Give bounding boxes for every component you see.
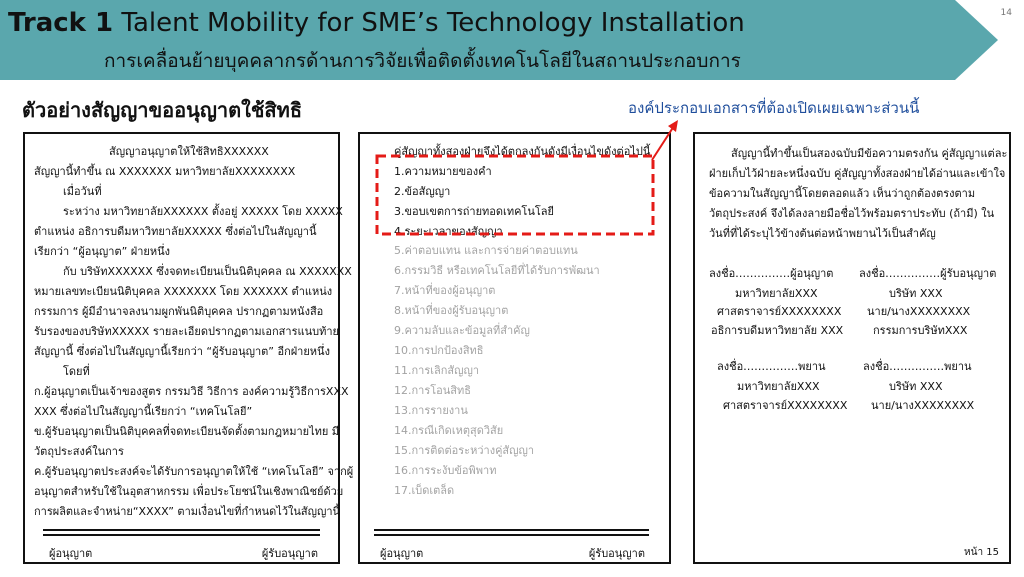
closing-line: ฝ่ายเก็บไว้ฝ่ายละหนึ่งฉบับ คู่สัญญาทั้งสองฝ่ายได้อ่านและเข้าใจ	[709, 167, 1006, 180]
contract-page-2	[358, 132, 671, 564]
signature-block-licensor: มหาวิทยาลัยXXX	[735, 287, 818, 300]
signature-block-licensor: ลงชื่อ……………ผู้อนุญาต	[709, 267, 834, 280]
contract-page-1	[23, 132, 354, 564]
contract-line: การผลิตและจำหน่าย“XXXX” ตามเงื่อนไขที่กำหนดไว้ในสัญญานี้	[34, 505, 341, 518]
clause-item: 8.หน้าที่ของผู้รับอนุญาต	[394, 304, 509, 317]
contract-line: สัญญานี้ ซึ่งต่อไปในสัญญานี้เรียกว่า “ผู้รับอนุญาต” อีกฝ่ายหนึ่ง	[34, 345, 330, 358]
clause-item: 2.ข้อสัญญา	[394, 185, 451, 198]
document-page-label: หน้า 15	[964, 547, 999, 558]
signature-label-licensor: ผู้อนุญาต	[380, 547, 424, 560]
contract-line: เรียกว่า “ผู้อนุญาต” ฝ่ายหนึ่ง	[34, 245, 170, 258]
witness-block-left: ศาสตราจารย์XXXXXXXX	[723, 399, 848, 412]
witness-block-right: นาย/นางXXXXXXXX	[871, 399, 975, 412]
witness-block-left: ลงชื่อ……………พยาน	[717, 360, 826, 373]
track-label: Track 1	[8, 8, 114, 38]
contract-page-3	[693, 132, 1011, 564]
signature-label-licensee: ผู้รับอนุญาต	[261, 547, 318, 560]
clause-item: 10.การปกป้องสิทธิ	[394, 344, 484, 357]
signature-block-licensee: กรรมการบริษัทXXX	[873, 324, 968, 337]
clause-item: 5.ค่าตอบแทน และการจ่ายค่าตอบแทน	[394, 244, 578, 257]
contract-line: กับ บริษัทXXXXXX ซึ่งจดทะเบียนเป็นนิติบุคคล ณ XXXXXXX	[63, 265, 352, 278]
contract-line: วัตถุประสงค์ในการ	[34, 445, 124, 458]
signature-block-licensee: ลงชื่อ……………ผู้รับอนุญาต	[859, 267, 997, 280]
clause-item: 15.การติดต่อระหว่างคู่สัญญา	[394, 444, 535, 457]
clause-item: 16.การระงับข้อพิพาท	[394, 464, 497, 477]
contract-line: XXX ซึ่งต่อไปในสัญญานี้เรียกว่า “เทคโนโลยี”	[34, 405, 253, 418]
witness-block-left: มหาวิทยาลัยXXX	[737, 380, 820, 393]
signature-block-licensor: อธิการบดีมหาวิทยาลัย XXX	[711, 324, 844, 337]
clause-item: 13.การรายงาน	[394, 404, 468, 417]
clause-item: 3.ขอบเขตการถ่ายทอดเทคโนโลยี	[394, 205, 554, 218]
witness-block-right: ลงชื่อ……………พยาน	[863, 360, 972, 373]
witness-block-right: บริษัท XXX	[889, 380, 943, 393]
contract-line: กรรมการ ผู้มีอำนาจลงนามผูกพันนิติบุคคล ปรากฏตามหนังสือ	[34, 305, 324, 318]
signature-block-licensee: นาย/นางXXXXXXXX	[867, 305, 971, 318]
track-title	[8, 8, 745, 38]
contract-line: ข.ผู้รับอนุญาตเป็นนิติบุคคลที่จดทะเบียนจัดตั้งตามกฎหมายไทย มี	[34, 425, 340, 438]
signature-label-licensee: ผู้รับอนุญาต	[588, 547, 645, 560]
signature-rule	[374, 534, 649, 536]
clause-item: 14.กรณีเกิดเหตุสุดวิสัย	[394, 424, 504, 437]
contract-line: อนุญาตสำหรับใช้ในอุตสาหกรรม เพื่อประโยชน์ในเชิงพาณิชย์ด้วย	[34, 485, 344, 498]
contract-title: สัญญาอนุญาตให้ใช้สิทธิXXXXXX	[109, 145, 269, 158]
clause-item: 7.หน้าที่ของผู้อนุญาต	[394, 284, 496, 297]
signature-rule	[374, 529, 649, 531]
signature-block-licensor: ศาสตราจารย์XXXXXXXX	[717, 305, 842, 318]
clause-item: 1.ความหมายของคำ	[394, 165, 492, 178]
contract-line: ตำแหน่ง อธิการบดีมหาวิทยาลัยXXXXX ซึ่งต่อไปในสัญญานี้	[34, 225, 317, 238]
callout-label: องค์ประกอบเอกสารที่ต้องเปิดเผยเฉพาะส่วนนี้	[628, 99, 920, 117]
contract-line: หมายเลขทะเบียนนิติบุคคล XXXXXXX โดย XXXXXX ตำแหน่ง	[34, 285, 333, 298]
slide-number: 14	[1000, 8, 1012, 18]
clause-item: 11.การเลิกสัญญา	[394, 364, 480, 377]
track-subtitle: การเคลื่อนย้ายบุคคลากรด้านการวิจัยเพื่อติดตั้งเทคโนโลยีในสถานประกอบการ	[104, 50, 741, 72]
contract-line: ระหว่าง มหาวิทยาลัยXXXXXX ตั้งอยู่ XXXXX โดย XXXXX	[63, 205, 343, 218]
contract-line: รับรองของบริษัทXXXXX รายละเอียดปรากฏตามเอกสารแนบท้าย	[34, 325, 339, 338]
signature-block-licensee: บริษัท XXX	[889, 287, 943, 300]
track-title-text: Talent Mobility for SME’s Technology Installation	[121, 8, 745, 38]
header-banner	[0, 0, 1000, 80]
clauses-intro: คู่สัญญาทั้งสองฝ่ายจึงได้ตกลงกันดังมีเงื่อนไขดังต่อไปนี้	[394, 145, 651, 158]
closing-line: วัตถุประสงค์ จึงได้ลงลายมือชื่อไว้พร้อมตราประทับ (ถ้ามี) ใน	[709, 207, 995, 220]
callout-arrow-head	[668, 120, 678, 132]
contract-line: ก.ผู้อนุญาตเป็นเจ้าของสูตร กรรมวิธี วิธีการ องค์ความรู้วิธีการXXX	[34, 385, 349, 398]
signature-label-licensor: ผู้อนุญาต	[49, 547, 93, 560]
closing-line: ข้อความในสัญญานี้โดยตลอดแล้ว เห็นว่าถูกต้องตรงตาม	[709, 187, 976, 200]
clause-item: 9.ความลับและข้อมูลที่สำคัญ	[394, 324, 530, 337]
clause-item: 12.การโอนสิทธิ	[394, 384, 471, 397]
closing-line: สัญญานี้ทำขึ้นเป็นสองฉบับมีข้อความตรงกัน คู่สัญญาแต่ละ	[731, 147, 1008, 160]
closing-line: วันที่ที่ได้ระบุไว้ข้างต้นต่อหน้าพยานไว้เป็นสำคัญ	[709, 227, 936, 240]
clause-item: 17.เบ็ดเตล็ด	[394, 484, 455, 497]
contract-line: โดยที่	[63, 365, 90, 378]
contract-line: ค.ผู้รับอนุญาตประสงค์จะได้รับการอนุญาตให้ใช้ “เทคโนโลยี” จากผู้	[34, 465, 354, 478]
contract-line: สัญญานี้ทำขึ้น ณ XXXXXXX มหาวิทยาลัยXXXXXXXX	[34, 165, 296, 178]
signature-rule	[43, 529, 320, 531]
section-title: ตัวอย่างสัญญาขออนุญาตใช้สิทธิ	[22, 98, 303, 122]
signature-rule	[43, 534, 320, 536]
clause-item: 4.ระยะเวลาของสัญญา	[394, 225, 503, 238]
contract-line: เมื่อวันที่	[63, 185, 102, 198]
clause-item: 6.กรรมวิธี หรือเทคโนโลยีที่ได้รับการพัฒนา	[394, 264, 600, 277]
